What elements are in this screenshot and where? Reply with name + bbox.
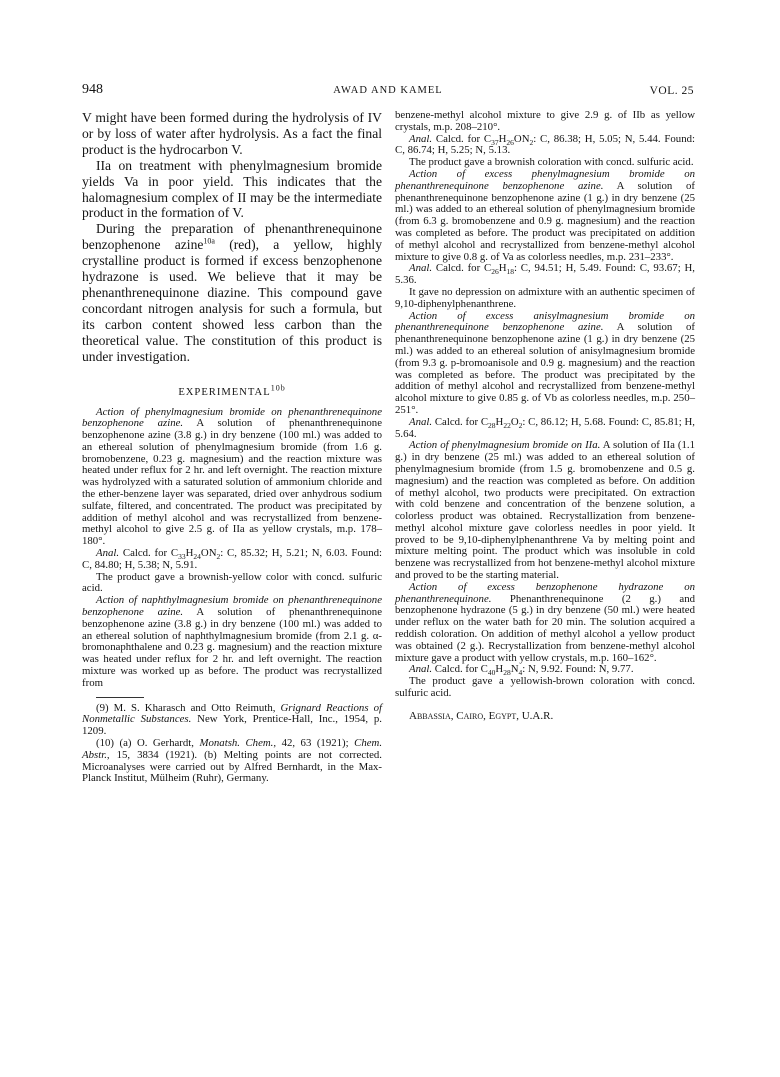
procedure-paragraph bbox=[395, 169, 695, 263]
text-run: : C, 86.38; H, 5.05; N, 5.44. Found: C, 86.74; H, 5.25; N, 5.13. bbox=[395, 132, 695, 157]
subscript: 37 bbox=[491, 137, 499, 147]
text-run: : C, 85.32; H, 5.21; N, 6.03. Found: C, 84.80; H, 5.38; N, 5.91. bbox=[82, 547, 382, 571]
page-number: 948 bbox=[82, 82, 103, 97]
text-run: Phenanthrenequinone (2 g.) and benzophenone hydrazone (5 g.) in dry benzene (50 ml.) were heated under reflux on the water bath for 20 min. The solution acquired a reddish coloration. On addition of methyl alcohol a yellow product was obtained (2 g.). Recrystallization from benzene-methyl alcohol mixture gave a product with yellow crystals, m.p. 160–162°. bbox=[395, 592, 695, 664]
text-run: H bbox=[495, 663, 504, 676]
running-header bbox=[82, 82, 694, 102]
section-heading bbox=[82, 382, 382, 398]
analysis-line bbox=[395, 417, 695, 441]
subscript: 22 bbox=[503, 420, 511, 430]
text-run: New York, Prentice-Hall, Inc., 1954, p. 1209. bbox=[82, 713, 383, 738]
analysis-label: Anal. bbox=[96, 547, 120, 560]
journal-title: Chem. Abstr., bbox=[82, 737, 383, 761]
text-run: : C, 94.51; H, 5.49. Found: C, 93.67; H, 5.36. bbox=[395, 262, 695, 287]
footnote bbox=[82, 738, 382, 785]
text-run: : C, 86.12; H, 5.68. Found: C, 85.81; H, 5.64. bbox=[395, 415, 695, 440]
text-run: H bbox=[498, 262, 507, 275]
analysis-label: Anal. bbox=[409, 663, 433, 676]
subscript: 26 bbox=[491, 267, 499, 277]
procedure-title: Action of excess anisylmagnesium bromide on phenanthrenequinone benzophenone azine. bbox=[395, 309, 695, 334]
text-run: H bbox=[495, 415, 504, 428]
reference-mark: 10b bbox=[270, 382, 286, 392]
procedure-paragraph bbox=[82, 407, 382, 549]
text-run: Calcd. for C bbox=[432, 663, 488, 676]
analysis-line bbox=[82, 548, 382, 572]
volume-label: VOL. 25 bbox=[649, 85, 694, 97]
subscript: 2 bbox=[216, 552, 221, 562]
subscript: 18 bbox=[506, 267, 514, 277]
text-run: ON bbox=[200, 547, 217, 560]
body-paragraph: The product gave a brownish coloration with concd. sulfuric acid. bbox=[409, 156, 694, 169]
text-run: : N, 9.92. Found: N, 9.77. bbox=[522, 663, 634, 676]
text-run: ON bbox=[513, 132, 530, 145]
body-paragraph: IIa on treatment with phenylmagnesium bromide yields Va in poor yield. This indicates that the halomagnesium complex of II may be the intermediate product in the formation of V. bbox=[82, 157, 382, 221]
text-run: H bbox=[185, 547, 194, 560]
text-run: A solution of phenanthrenequinone benzophenone azine (3.8 g.) in dry benzene (100 ml.) was added to an ethereal solution of naphthylmagnesium bromide (from 2.1 g. α-bromonaphthalene and 0.23 g. magnesium) and the reaction mixture was heated under reflux for 2 hr. and left overnight. The reaction mixture was worked up as before. The product was recrystallized from bbox=[82, 606, 382, 689]
subscript: 28 bbox=[488, 420, 496, 430]
text-run: A solution of phenanthrenequinone benzophenone azine (1 g.) in dry benzene (25 ml.) was added to an ethereal solution of anisylmagnesium bromide (from 9.3 g. p-bromoanisole and 0.9 g. magnesium) and the reaction was completed as before. The product was precipitated by the addition of methyl alcohol and recrystallized from benzene-methyl alcohol mixture to give 0.85 g. of Vb as colorless needles, m.p. 250–251°. bbox=[395, 321, 696, 416]
procedure-paragraph bbox=[82, 595, 382, 689]
body-paragraph: The product gave a yellowish-brown coloration with concd. sulfuric acid. bbox=[395, 675, 695, 700]
subscript: 28 bbox=[503, 668, 511, 678]
footnote bbox=[82, 703, 382, 738]
text-run: Calcd. for C bbox=[432, 262, 492, 275]
author-address: Abbassia, Cairo, Egypt, U.A.R. bbox=[409, 709, 554, 722]
analysis-line bbox=[395, 263, 695, 287]
section-heading-text: EXPERIMENTAL bbox=[178, 386, 271, 398]
body-paragraph bbox=[82, 221, 382, 364]
text-run: A solution of phenanthrenequinone benzophenone azine (1 g.) in dry benzene (25 ml.) was added to an ethereal solution of phenylmagnesium bromide (from 6.3 g. bromobenzene and 0.9 g. magnesium) and the reaction was completed as before. The product was precipitated on addition of methyl alcohol and recrystallized from benzene-methyl alcohol mixture to give 0.8 g. of Va as colorless needles, m.p. 231–233°. bbox=[395, 179, 696, 263]
text-run: 42, 63 (1921); bbox=[276, 737, 355, 750]
text-run: H bbox=[498, 132, 507, 145]
subscript: 24 bbox=[193, 552, 201, 562]
running-title: AWAD AND KAMEL bbox=[333, 85, 443, 96]
subscript: 33 bbox=[178, 552, 186, 562]
text-run: During the preparation of phenanthrenequinone benzophenone azine bbox=[82, 221, 382, 253]
procedure-title: Action of excess phenylmagnesium bromide on phenanthrenequinone benzophenone azine. bbox=[395, 167, 695, 192]
journal-title: Monatsh. Chem., bbox=[199, 737, 277, 750]
analysis-label: Anal. bbox=[409, 262, 433, 275]
text-run: (9) M. S. Kharasch and Otto Reimuth, bbox=[96, 701, 281, 714]
procedure-title: Action of phenylmagnesium bromide on IIa. bbox=[409, 439, 601, 452]
body-paragraph: V might have been formed during the hydrolysis of IV or by loss of water after hydrolysis. As a fact the final product is the hydrocarbon V. bbox=[82, 110, 382, 157]
text-run: 15, 3834 (1921). (b) Melting points are not corrected. Microanalyses were carried out by Alfred Bernhardt, in the Max-Planck Institut, Mülheim (Ruhr), Germany. bbox=[82, 748, 382, 785]
text-run: Calcd. for C bbox=[432, 415, 489, 428]
subscript: 26 bbox=[506, 137, 514, 147]
procedure-paragraph bbox=[395, 582, 695, 665]
text-run: A solution of IIa (1.1 g.) in dry benzene (25 ml.) was added to an ethereal solution of phenylmagnesium bromide (from 1.5 g. bromobenzene and 0.5 g. magnesium) and the reaction was completed as before. On addition of methyl alcohol, two products were precipitated. On extraction with cold benzene and concentration of the benzene solution, a colorless product was obtained. Recrystallization from benzene-methyl alcohol mixture gave colorless needles in poor yield. It proved to be 9,10-diphenylphenanthrene Va by melting point and mixture melting point. The product which was insoluble in cold benzene was recrystallized from hot benzene-methyl alcohol mixture and proved to be the starting material. bbox=[395, 439, 695, 582]
procedure-paragraph bbox=[395, 311, 695, 417]
text-run: O bbox=[510, 415, 519, 428]
procedure-title: Action of naphthylmagnesium bromide on phenanthrenequinone benzophenone azine. bbox=[82, 594, 382, 619]
procedure-paragraph bbox=[395, 440, 695, 582]
text-run: (red), a yellow, highly crystalline product is formed if excess benzophenone hydrazone is used. We believe that it may be phenanthrenequinone diazine. This compound gave concordant nitrogen analysis for such a formula, but its carbon content showed less carbon than the theoretical value. The constitution of this product is under investigation. bbox=[82, 237, 382, 364]
subscript: 2 bbox=[529, 137, 534, 147]
procedure-title: Action of excess benzophenone hydrazone on phenanthrenequinone. bbox=[395, 580, 695, 605]
text-run: Calcd. for C bbox=[432, 132, 492, 145]
analysis-line bbox=[395, 134, 695, 158]
subscript: 2 bbox=[518, 420, 523, 430]
text-run: (10) (a) O. Gerhardt, bbox=[96, 737, 200, 750]
left-column bbox=[82, 110, 382, 785]
body-paragraph: The product gave a brownish-yellow color with concd. sulfuric acid. bbox=[82, 570, 382, 595]
text-run: Calcd. for C bbox=[119, 547, 179, 560]
body-paragraph: benzene-methyl alcohol mixture to give 2.9 g. of IIb as yellow crystals, m.p. 208–210°. bbox=[395, 109, 695, 133]
analysis-label: Anal. bbox=[409, 132, 433, 145]
footnote-divider bbox=[96, 697, 144, 698]
text-run: A solution of phenanthrenequinone benzophenone azine (3.8 g.) in dry benzene (100 ml.) was added to an ethereal solution of phenylmagnesium bromide (from 1.6 g. bromobenzene, 0.23 g. magnesium) and the reaction mixture was heated under reflux for 2 hr. and left overnight. The reaction mixture was hydrolyzed with a saturated solution of ammonium chloride and the ether-benzene layer was separated, dried over anhydrous sodium sulfate, filtered, and concentrated. The product was precipitated by addition of methyl alcohol and was recrystallized from benzene-methyl alcohol to give 2.5 g. of IIa as yellow crystals, m.p. 178–180°. bbox=[82, 417, 382, 548]
subscript: 40 bbox=[487, 668, 496, 678]
body-paragraph: It gave no depression on admixture with an authentic specimen of 9,10-diphenylphenanthrene. bbox=[395, 285, 695, 310]
book-title: Grignard Reactions of Nonmetallic Substances. bbox=[82, 701, 382, 726]
reference-mark: 10a bbox=[203, 236, 215, 246]
right-column bbox=[395, 110, 695, 722]
subscript: 4 bbox=[518, 668, 523, 678]
analysis-label: Anal. bbox=[409, 415, 433, 428]
text-run: N bbox=[510, 663, 519, 676]
procedure-title: Action of phenylmagnesium bromide on phenanthrenequinone benzophenone azine. bbox=[82, 405, 382, 430]
